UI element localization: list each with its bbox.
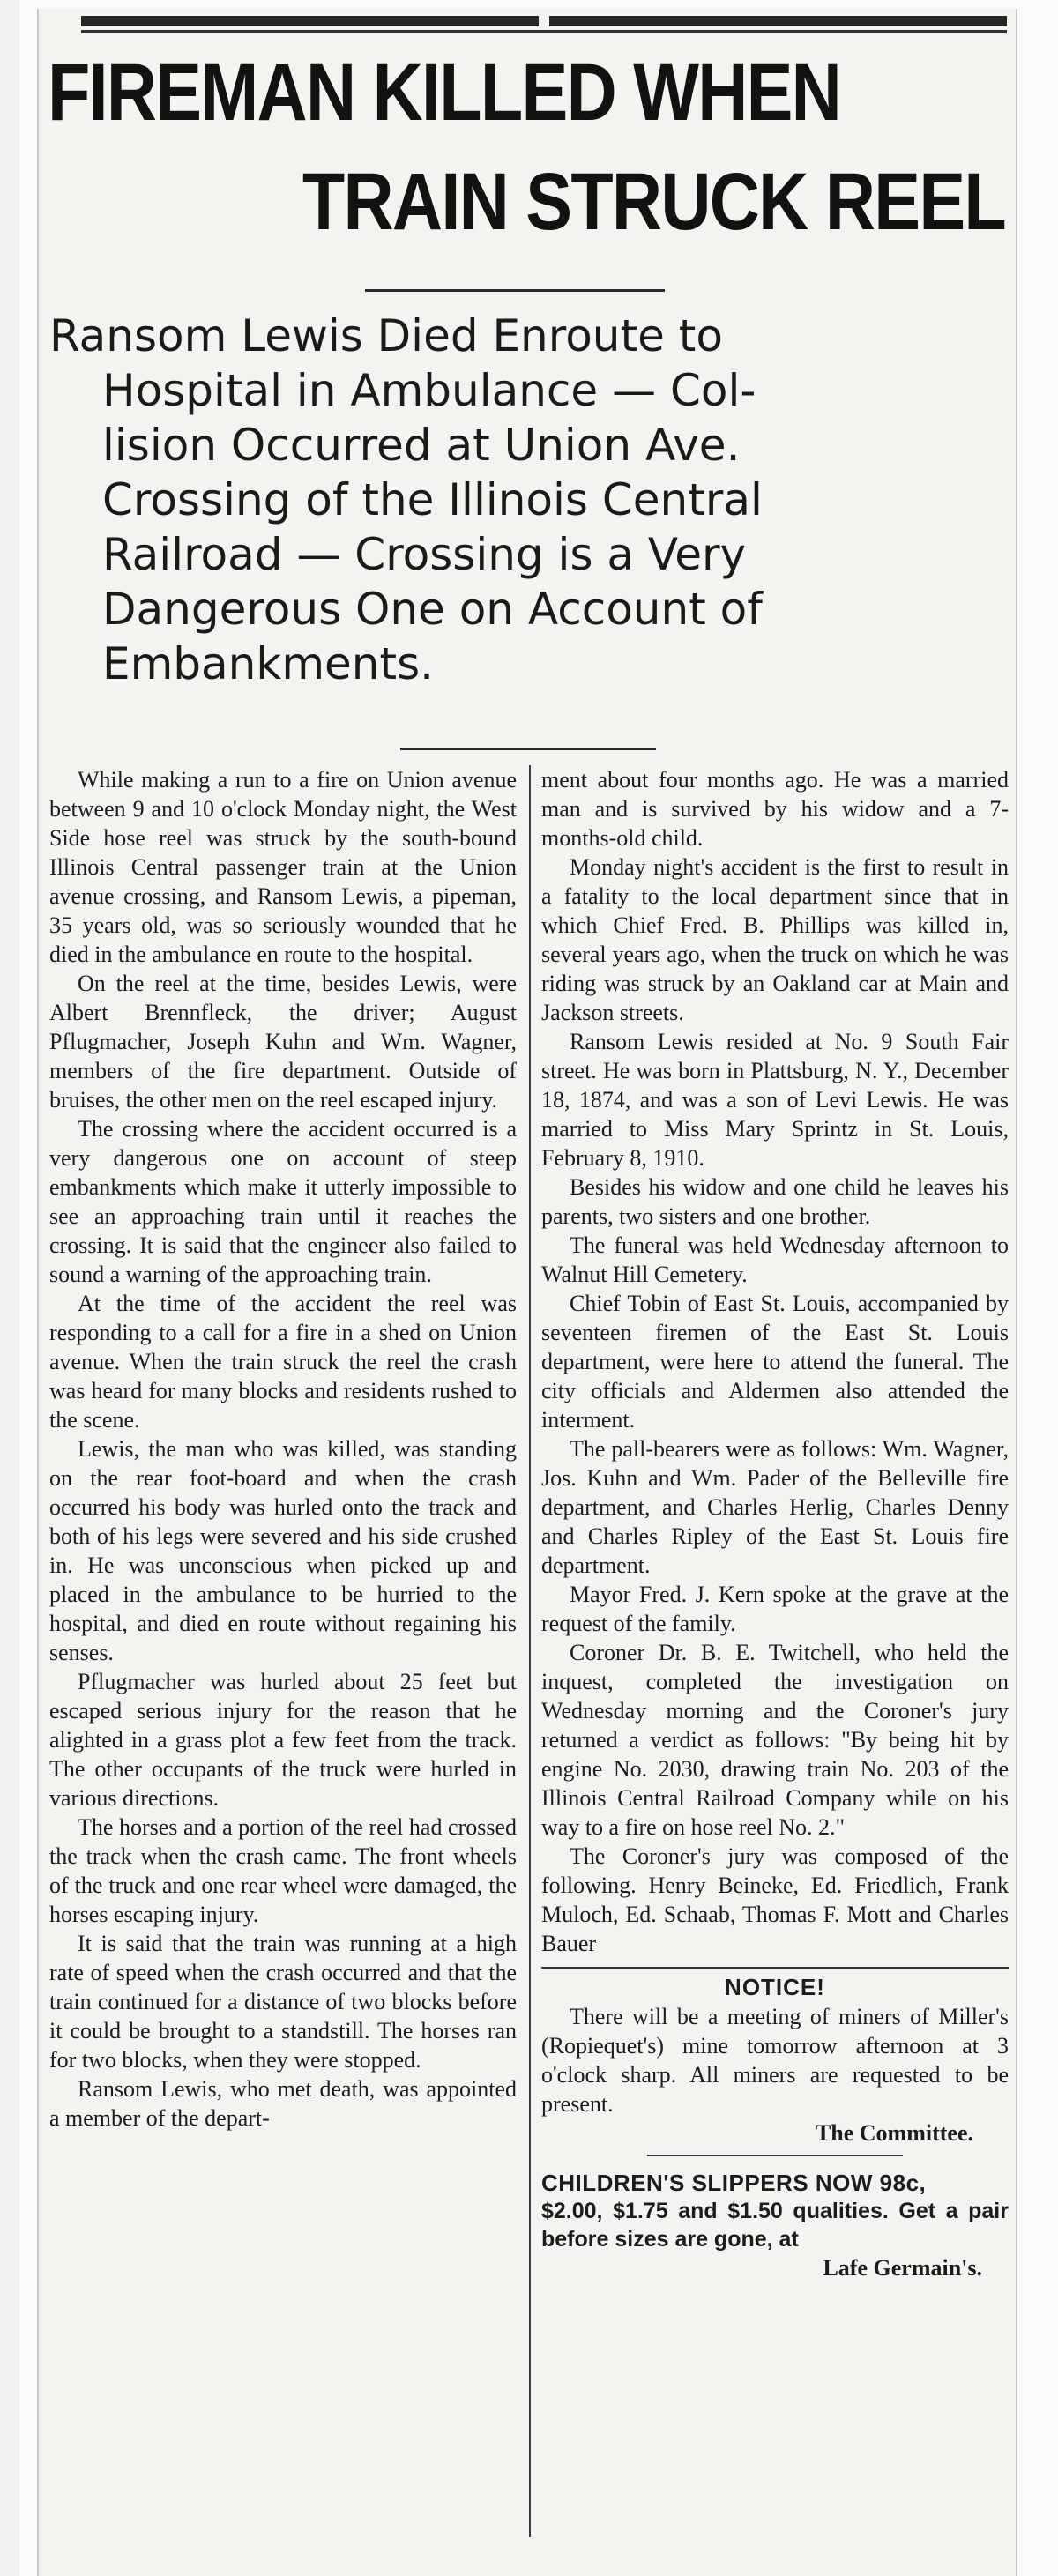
article-body	[39, 765, 1016, 2576]
deck-line: Hospital in Ambulance — Col-	[102, 365, 756, 416]
paragraph: Ransom Lewis, who met death, was appointed a member of the depart-	[49, 2076, 517, 2131]
top-rule-thin	[81, 30, 1007, 33]
notice-body: There will be a meeting of miners of Miller's (Ropiequet's) mine tomorrow afternoon at 3 o'clock sharp. All miners are requested to be present.	[541, 2004, 1009, 2117]
paragraph: The Coroner's jury was composed of the following. Henry Beineke, Ed. Friedlich, Frank Muloch, Ed. Schaab, Thomas F. Mott and Charles Bauer	[541, 1843, 1009, 1956]
paragraph: On the reel at the time, besides Lewis, were Albert Brennfleck, the driver; August Pflugmacher, Joseph Kuhn and Wm. Wagner, members of the fire department. Outside of bruises, the other men on the reel escaped injury.	[49, 971, 517, 1113]
top-rule	[81, 16, 1007, 26]
paragraph: Ransom Lewis resided at No. 9 South Fair street. He was born in Plattsburg, N. Y., December 18, 1874, and was a son of Levi Lewis. He was married to Miss Mary Sprintz in St. Louis, February 8, 1910.	[541, 1029, 1009, 1171]
paragraph: Pflugmacher was hurled about 25 feet but escaped serious injury for the reason that he alighted in a grass plot a few feet from the track. The other occupants of the truck were hurled in various directions.	[49, 1669, 517, 1811]
advert-body: $2.00, $1.75 and $1.50 qualities. Get a pair before sizes are gone, at	[541, 2199, 1009, 2252]
paragraph: Chief Tobin of East St. Louis, accompanied by seventeen firemen of the East St. Louis department, were here to attend the funeral. The city officials and Aldermen also attended the interment.	[541, 1291, 1009, 1433]
deck-line: Ransom Lewis Died Enroute to	[49, 310, 723, 361]
notice-title: NOTICE!	[725, 1974, 825, 2000]
article-column-1	[49, 765, 517, 2133]
paragraph: ment about four months ago. He was a married man and is survived by his widow and a 7-months-old child.	[541, 767, 1009, 851]
notice-signature: The Committee.	[815, 2120, 973, 2146]
deck-line: Railroad — Crossing is a Very	[102, 529, 747, 580]
deck-line: Dangerous One on Account of	[102, 584, 763, 635]
deck-line: Crossing of the Illinois Central	[102, 474, 763, 525]
headline-divider	[365, 289, 665, 292]
paragraph: The horses and a portion of the reel had crossed the track when the crash came. The front wheels of the truck and one rear wheel were damaged, the horses escaping injury.	[49, 1814, 517, 1927]
headline-line-2: TRAIN STRUCK REEL	[302, 157, 1006, 247]
top-rule-right	[549, 16, 1007, 26]
deck-line: Embankments.	[102, 638, 435, 689]
paragraph: At the time of the accident the reel was responding to a call for a fire in a shed on Union avenue. When the train struck the reel the crash was heard for many blocks and residents rushed to the scene.	[49, 1291, 517, 1433]
paragraph: Besides his widow and one child he leaves his parents, two sisters and one brother.	[541, 1174, 1009, 1229]
paragraph: It is said that the train was running at a high rate of speed when the crash occurred and that the train continued for a distance of two blocks before it could be brought to a standstill. The horses ran for two blocks, when they were stopped.	[49, 1931, 517, 2073]
paragraph: Monday night's accident is the first to result in a fatality to the local department since that in which Chief Fred. B. Phillips was killed in, several years ago, when the truck on which he was riding was struck by an Oakland car at Main and Jackson streets.	[541, 854, 1009, 1025]
paragraph: The funeral was held Wednesday afternoon to Walnut Hill Cemetery.	[541, 1232, 1009, 1287]
deck-divider	[400, 748, 656, 750]
advert	[541, 2169, 1009, 2253]
paragraph: While making a run to a fire on Union avenue between 9 and 10 o'clock Monday night, the West Side hose reel was struck by the south-bound Illinois Central passenger train at the Union avenue crossing, and Ransom Lewis, a pipeman, 35 years old, was so seriously wounded that he died in the ambulance en route to the hospital.	[49, 767, 517, 967]
paragraph: Lewis, the man who was killed, was standing on the rear foot-board and when the crash occurred his body was hurled onto the track and both of his legs were severed and his side crushed in. He was unconscious when picked up and placed in the ambulance to be hurried to the hospital, and died en route without regaining his senses.	[49, 1436, 517, 1665]
advert-divider	[647, 2155, 903, 2156]
advert-headline: CHILDREN'S SLIPPERS NOW 98c,	[541, 2170, 927, 2196]
paragraph: Mayor Fred. J. Kern spoke at the grave at the request of the family.	[541, 1582, 1009, 1636]
newspaper-clipping	[37, 9, 1017, 2576]
deck-line: lision Occurred at Union Ave.	[102, 420, 741, 471]
top-rule-left	[81, 16, 539, 26]
column-rule	[529, 765, 531, 2537]
paragraph: The pall-bearers were as follows: Wm. Wagner, Jos. Kuhn and Wm. Pader of the Belleville fire department, and Charles Herlig, Charles Denny and Charles Ripley of the East St. Louis fire department.	[541, 1436, 1009, 1578]
article-column-2	[541, 765, 1009, 2282]
scan-margin	[0, 0, 19, 2576]
notice-divider	[541, 1967, 1009, 1969]
paragraph: The crossing where the accident occurred is a very dangerous one on account of steep embankments which make it utterly impossible to see an approaching train until it reaches the crossing. It is said that the engineer also failed to sound a warning of the approaching train.	[49, 1116, 517, 1287]
paragraph: Coroner Dr. B. E. Twitchell, who held the inquest, completed the investigation on Wednesday morning and the Coroner's jury returned a verdict as follows: "By being hit by engine No. 2030, drawing train No. 203 of the Illinois Central Railroad Company while on his way to a fire on hose reel No. 2."	[541, 1640, 1009, 1840]
advert-signature: Lafe Germain's.	[823, 2255, 982, 2281]
headline-line-1: FIREMAN KILLED WHEN	[48, 48, 841, 138]
